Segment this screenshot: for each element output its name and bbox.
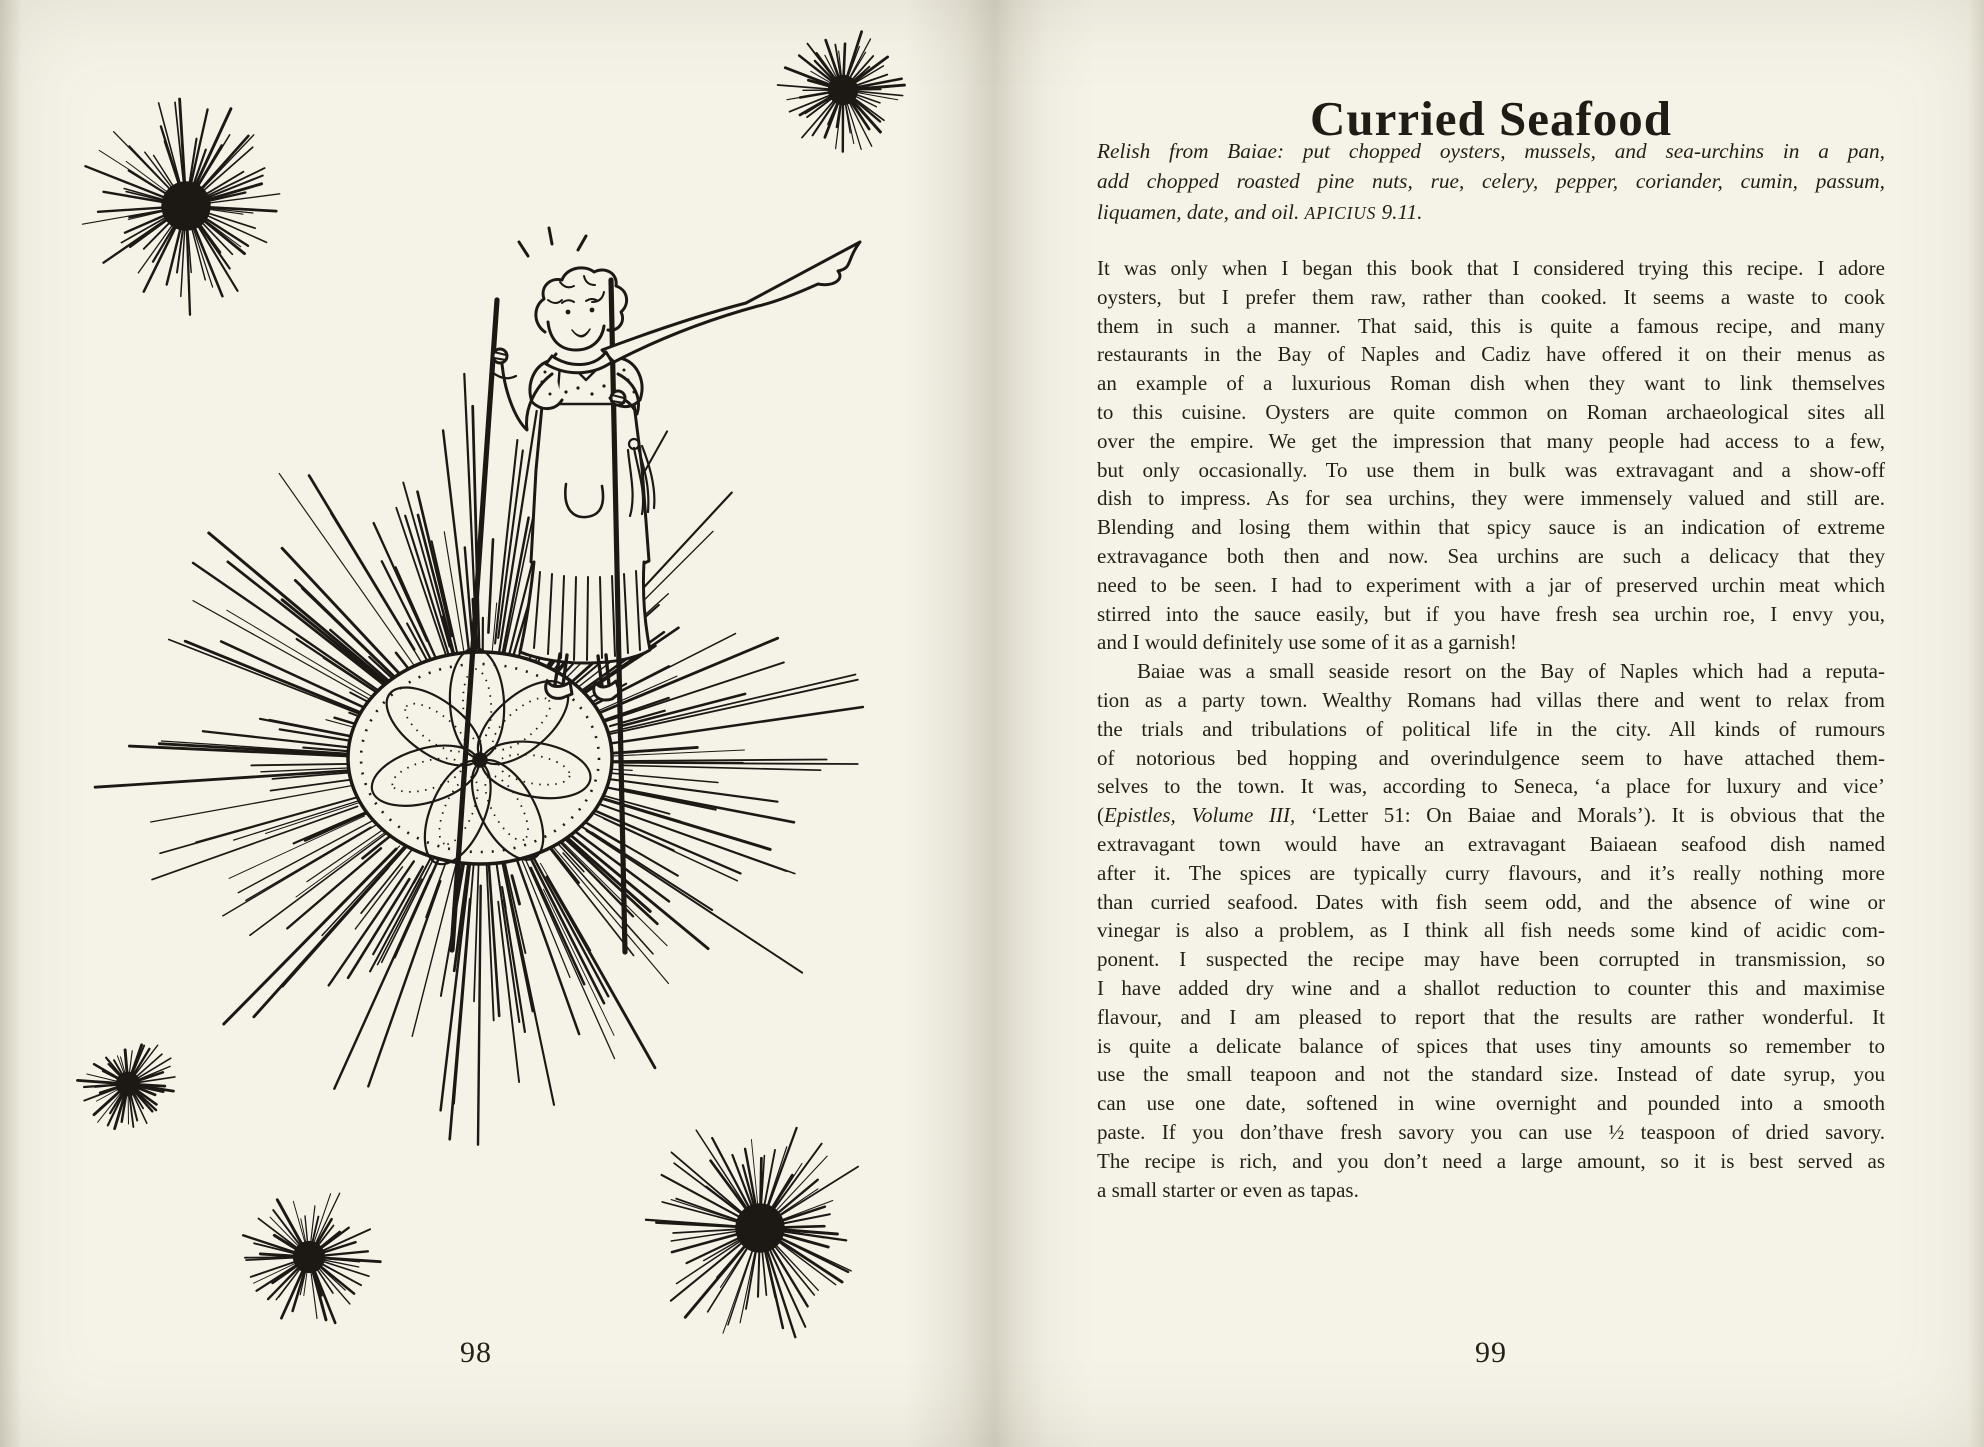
body-line: is quite a delicate balance of spices that uses tiny amounts so remember to [1097,1033,1885,1058]
epigraph-line: add chopped roasted pine nuts, rue, celery, pepper, coriander, cumin, passum, [1097,169,1885,194]
scarf-pennant [602,242,860,362]
body-line: over the empire. We get the impression that many people had access to a few, [1097,428,1885,453]
surprise-marks-icon [519,228,586,256]
body-line: extravagance both then and now. Sea urchins are such a delicacy that they [1097,543,1885,568]
body-line: (Epistles, Volume III, ‘Letter 51: On Baiae and Morals’). It is obvious that the [1097,803,1885,828]
body-line: stirred into the sauce easily, but if you have fresh sea urchin roe, I envy you, [1097,601,1885,626]
body-line: Blending and losing them within that spicy sauce is an indication of extreme [1097,515,1885,540]
right-page-edge [1968,0,1984,1447]
body-line: and I would definitely use some of it as a garnish! [1097,630,1517,655]
body-line: the trials and tribulations of political life in the city. All kinds of rumours [1097,716,1885,741]
body-line: flavour, and I am pleased to report that the results are rather wonderful. It [1097,1004,1885,1029]
epigraph-line: liquamen, date, and oil. APICIUS 9.11. [1097,199,1423,224]
body-line: but only occasionally. To use them in bulk was extravagant and a show-off [1097,457,1885,482]
body-line: to this cuisine. Oysters are quite common on Roman archaeological sites all [1097,399,1885,424]
body-line: restaurants in the Bay of Naples and Cadiz have offered it on their menus as [1097,342,1885,367]
page-gutter-shadow [905,0,1095,1447]
epigraph [1097,136,1885,227]
urchin [243,1193,380,1323]
body-line: Baiae was a small seaside resort on the Bay of Naples which had a reputa- [1137,659,1885,684]
body-line: selves to the town. It was, according to Seneca, ‘a place for luxury and vice’ [1097,774,1885,799]
urchin [82,99,279,315]
body-line: ponent. I suspected the recipe may have been corrupted in transmission, so [1097,947,1885,972]
body-line: an example of a luxurious Roman dish when they want to link themselves [1097,371,1885,396]
page-number-right: 99 [1475,1336,1507,1369]
body-line: dish to impress. As for sea urchins, they were immensely valued and still are. [1097,486,1885,511]
body-line: vinegar is also a problem, as I think all fish needs some kind of acidic com- [1097,918,1885,943]
body-line: paste. If you don’thave fresh savory you can use ½ teaspoon of dried savory. [1097,1119,1885,1144]
body-line: can use one date, softened in wine overnight and pounded into a smooth [1097,1091,1885,1116]
body-line: The recipe is rich, and you don’t need a large amount, so it is best served as [1097,1148,1885,1173]
body-line: after it. The spices are typically curry flavours, and it’s really nothing more [1097,860,1885,885]
urchin [78,1045,175,1129]
body-text [1097,254,1885,1204]
chapter-title: Curried Seafood [1309,90,1673,146]
epigraph-line: Relish from Baiae: put chopped oysters, mussels, and sea-urchins in a pan, [1097,139,1885,163]
face [562,299,598,337]
right-page [992,0,1984,1447]
body-line: need to be seen. I had to experiment with a jar of preserved urchin meat which [1097,572,1885,597]
body-line: than curried seafood. Dates with fish seem odd, and the absence of wine or [1097,889,1885,914]
urchin [646,1128,858,1337]
body-line: It was only when I began this book that I considered trying this recipe. I adore [1097,256,1885,280]
body-line: a small starter or even as tapas. [1097,1177,1359,1202]
body-line: I have added dry wine and a shallot reduction to counter this and maximise [1097,975,1885,1000]
page-number-left: 98 [460,1336,492,1369]
body-line: extravagant town would have an extravagant Baiaean seafood dish named [1097,831,1885,856]
body-line: tion as a party town. Wealthy Romans had villas there and went to relax from [1097,687,1885,712]
body-line: them in such a manner. That said, this is quite a famous recipe, and many [1097,313,1885,338]
urchin [778,32,905,152]
body-line: oysters, but I prefer them raw, rather than cooked. It seems a waste to cook [1097,284,1885,309]
body-line: of notorious bed hopping and overindulgence seem to have attached them- [1097,745,1885,770]
body-line: use the small teapoon and not the standard size. Instead of date syrup, you [1097,1062,1885,1087]
left-page-edge [0,0,22,1447]
